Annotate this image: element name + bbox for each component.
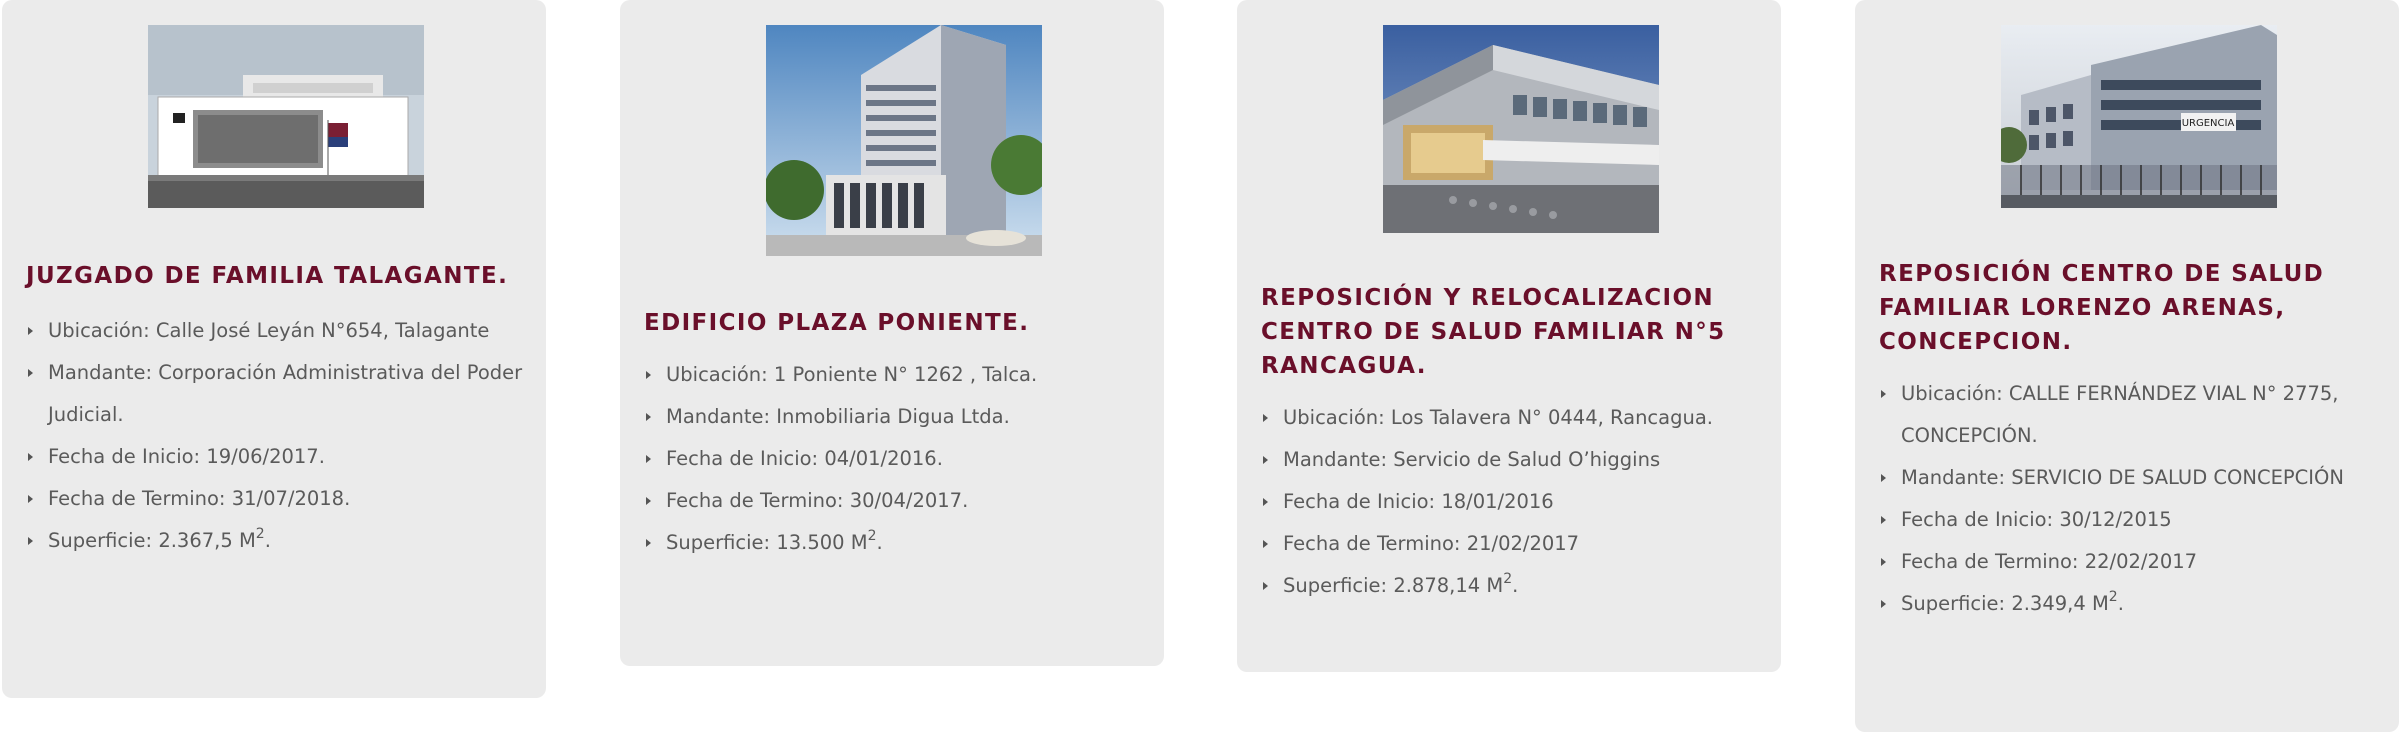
detail-text: Mandante: Corporación Administrativa del Poder Judicial. xyxy=(48,361,523,426)
detail-location xyxy=(1879,373,2399,457)
detail-client xyxy=(1879,457,2399,499)
detail-suffix: . xyxy=(2117,592,2124,615)
detail-suffix: . xyxy=(876,531,883,554)
detail-text: Fecha de Inicio: 19/06/2017. xyxy=(48,445,325,468)
detail-text: Fecha de Termino: 31/07/2018. xyxy=(48,487,351,510)
detail-start-date xyxy=(1879,499,2399,541)
caret-right-icon xyxy=(1881,474,1886,482)
detail-text: Superficie: 2.878,14 M xyxy=(1283,574,1504,597)
detail-text: Superficie: 2.367,5 M xyxy=(48,529,256,552)
detail-client xyxy=(26,352,546,436)
caret-right-icon xyxy=(646,413,651,421)
project-card xyxy=(2,0,546,698)
detail-location xyxy=(1261,397,1781,439)
detail-client xyxy=(1261,439,1781,481)
detail-location xyxy=(644,354,1164,396)
superscript: 2 xyxy=(1503,570,1513,587)
project-card xyxy=(1237,0,1781,672)
project-details xyxy=(1261,397,1781,607)
caret-right-icon xyxy=(646,539,651,547)
detail-end-date xyxy=(644,480,1164,522)
project-card xyxy=(620,0,1164,666)
project-title: JUZGADO DE FAMILIA TALAGANTE. xyxy=(26,263,509,289)
caret-right-icon xyxy=(1263,498,1268,506)
detail-end-date xyxy=(1261,523,1781,565)
project-card xyxy=(1855,0,2399,732)
project-title: REPOSICIÓN Y RELOCALIZACION CENTRO DE SALUD FAMILIAR N°5 RANCAGUA. xyxy=(1261,285,1726,379)
detail-suffix: . xyxy=(264,529,271,552)
detail-text: Ubicación: 1 Poniente N° 1262 , Talca. xyxy=(666,363,1038,386)
detail-start-date xyxy=(644,438,1164,480)
caret-right-icon xyxy=(28,327,33,335)
project-photo xyxy=(1383,25,1659,233)
caret-right-icon xyxy=(1881,390,1886,398)
project-details xyxy=(644,354,1164,564)
caret-right-icon xyxy=(1263,582,1268,590)
caret-right-icon xyxy=(1881,600,1886,608)
detail-start-date xyxy=(26,436,546,478)
detail-end-date xyxy=(1879,541,2399,583)
caret-right-icon xyxy=(1881,516,1886,524)
detail-location xyxy=(26,310,546,352)
detail-text: Ubicación: Calle José Leyán N°654, Talagante xyxy=(48,319,490,342)
detail-text: Ubicación: Los Talavera N° 0444, Rancagua. xyxy=(1283,406,1713,429)
caret-right-icon xyxy=(28,369,33,377)
project-photo xyxy=(2001,25,2277,208)
detail-start-date xyxy=(1261,481,1781,523)
superscript: 2 xyxy=(255,525,265,542)
detail-text: Fecha de Inicio: 30/12/2015 xyxy=(1901,508,2172,531)
caret-right-icon xyxy=(28,537,33,545)
detail-area xyxy=(1261,565,1781,607)
detail-area xyxy=(1879,583,2399,625)
caret-right-icon xyxy=(1263,540,1268,548)
detail-text: Ubicación: CALLE FERNÁNDEZ VIAL N° 2775, CONCEPCIÓN. xyxy=(1901,382,2339,447)
caret-right-icon xyxy=(646,497,651,505)
caret-right-icon xyxy=(1263,456,1268,464)
caret-right-icon xyxy=(28,495,33,503)
caret-right-icon xyxy=(646,455,651,463)
detail-text: Mandante: Inmobiliaria Digua Ltda. xyxy=(666,405,1010,428)
project-title: REPOSICIÓN CENTRO DE SALUD FAMILIAR LORENZO ARENAS, CONCEPCION. xyxy=(1879,261,2325,355)
detail-area xyxy=(26,520,546,562)
detail-text: Fecha de Termino: 22/02/2017 xyxy=(1901,550,2198,573)
caret-right-icon xyxy=(646,371,651,379)
superscript: 2 xyxy=(2108,588,2118,605)
caret-right-icon xyxy=(1263,414,1268,422)
detail-text: Fecha de Inicio: 18/01/2016 xyxy=(1283,490,1554,513)
detail-text: Superficie: 2.349,4 M xyxy=(1901,592,2109,615)
detail-area xyxy=(644,522,1164,564)
caret-right-icon xyxy=(28,453,33,461)
detail-suffix: . xyxy=(1512,574,1519,597)
project-details xyxy=(1879,373,2399,625)
project-photo xyxy=(766,25,1042,256)
detail-text: Fecha de Termino: 21/02/2017 xyxy=(1283,532,1580,555)
detail-text: Superficie: 13.500 M xyxy=(666,531,868,554)
detail-client xyxy=(644,396,1164,438)
superscript: 2 xyxy=(867,527,877,544)
urgencia-sign: URGENCIA xyxy=(2181,118,2235,129)
project-photo xyxy=(148,25,424,208)
detail-text: Mandante: SERVICIO DE SALUD CONCEPCIÓN xyxy=(1901,466,2344,489)
project-title: EDIFICIO PLAZA PONIENTE. xyxy=(644,310,1030,336)
caret-right-icon xyxy=(1881,558,1886,566)
project-details xyxy=(26,310,546,562)
detail-text: Mandante: Servicio de Salud O’higgins xyxy=(1283,448,1661,471)
detail-text: Fecha de Inicio: 04/01/2016. xyxy=(666,447,943,470)
detail-text: Fecha de Termino: 30/04/2017. xyxy=(666,489,969,512)
detail-end-date xyxy=(26,478,546,520)
